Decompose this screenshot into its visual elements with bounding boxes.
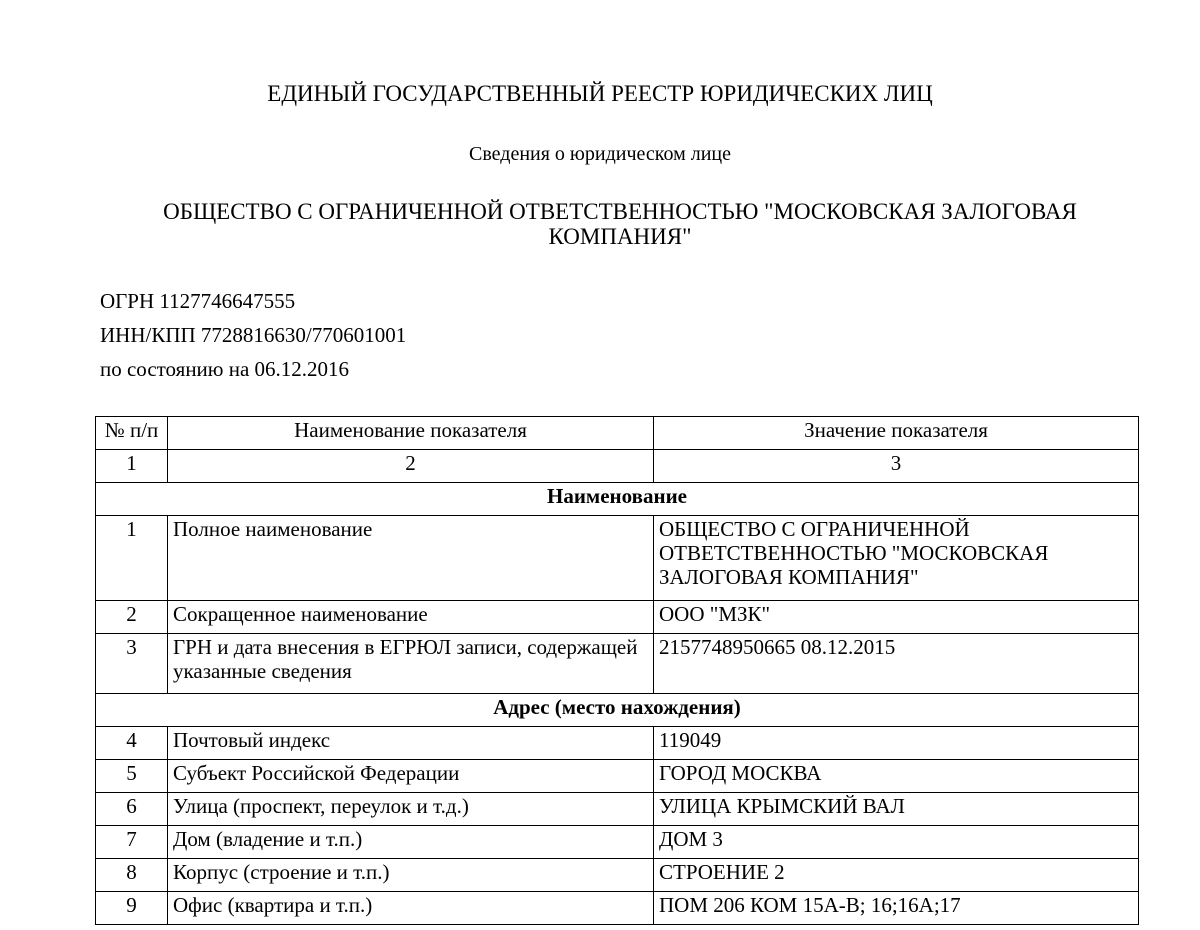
row-indicator: Субъект Российской Федерации <box>168 760 654 793</box>
organization-name: ОБЩЕСТВО С ОГРАНИЧЕННОЙ ОТВЕТСТВЕННОСТЬЮ "МОСКОВСКАЯ ЗАЛОГОВАЯ КОМПАНИЯ" <box>163 199 1077 249</box>
document-title: ЕДИНЫЙ ГОСУДАРСТВЕННЫЙ РЕЕСТР ЮРИДИЧЕСКИХ ЛИЦ <box>267 81 933 106</box>
row-number: 6 <box>96 793 168 826</box>
table-row <box>96 634 1139 694</box>
row-indicator: Корпус (строение и т.п.) <box>168 859 654 892</box>
row-indicator: ГРН и дата внесения в ЕГРЮЛ записи, содержащей указанные сведения <box>168 634 654 694</box>
row-number: 3 <box>96 634 168 694</box>
row-value: ГОРОД МОСКВА <box>654 760 1139 793</box>
column-number: 2 <box>168 450 654 483</box>
row-number: 5 <box>96 760 168 793</box>
egrul-table <box>95 416 1139 925</box>
row-number: 4 <box>96 727 168 760</box>
row-value: ДОМ 3 <box>654 826 1139 859</box>
row-value: УЛИЦА КРЫМСКИЙ ВАЛ <box>654 793 1139 826</box>
table-row <box>96 826 1139 859</box>
row-indicator: Полное наименование <box>168 516 654 601</box>
row-value: ООО "МЗК" <box>654 601 1139 634</box>
column-number: 3 <box>654 450 1139 483</box>
header-value: Значение показателя <box>654 417 1139 450</box>
row-indicator: Сокращенное наименование <box>168 601 654 634</box>
row-number: 9 <box>96 892 168 925</box>
section-row <box>96 483 1139 516</box>
table-row <box>96 859 1139 892</box>
column-number: 1 <box>96 450 168 483</box>
row-value: СТРОЕНИЕ 2 <box>654 859 1139 892</box>
table-header-row <box>96 417 1139 450</box>
row-number: 8 <box>96 859 168 892</box>
table-row <box>96 727 1139 760</box>
as-of-date-line: по состоянию на 06.12.2016 <box>100 357 350 381</box>
section-row <box>96 694 1139 727</box>
row-value: 119049 <box>654 727 1139 760</box>
table-row <box>96 892 1139 925</box>
section-title-name: Наименование <box>96 483 1139 516</box>
inn-kpp-line: ИНН/КПП 7728816630/770601001 <box>100 323 407 347</box>
row-value: ОБЩЕСТВО С ОГРАНИЧЕННОЙ ОТВЕТСТВЕННОСТЬЮ "МОСКОВСКАЯ ЗАЛОГОВАЯ КОМПАНИЯ" <box>654 516 1139 601</box>
row-indicator: Офис (квартира и т.п.) <box>168 892 654 925</box>
row-indicator: Почтовый индекс <box>168 727 654 760</box>
column-number-row <box>96 450 1139 483</box>
table-row <box>96 793 1139 826</box>
table-row <box>96 601 1139 634</box>
ogrn-line: ОГРН 1127746647555 <box>100 289 296 313</box>
registration-info <box>100 284 406 386</box>
row-indicator: Дом (владение и т.п.) <box>168 826 654 859</box>
row-number: 1 <box>96 516 168 601</box>
document-subtitle: Сведения о юридическом лице <box>468 143 731 165</box>
header-num: № п/п <box>96 417 168 450</box>
header-name: Наименование показателя <box>168 417 654 450</box>
row-value: 2157748950665 08.12.2015 <box>654 634 1139 694</box>
row-value: ПОМ 206 КОМ 15А-В; 16;16А;17 <box>654 892 1139 925</box>
table-row <box>96 760 1139 793</box>
row-indicator: Улица (проспект, переулок и т.д.) <box>168 793 654 826</box>
section-title-address: Адрес (место нахождения) <box>96 694 1139 727</box>
table-row <box>96 516 1139 601</box>
row-number: 7 <box>96 826 168 859</box>
row-number: 2 <box>96 601 168 634</box>
